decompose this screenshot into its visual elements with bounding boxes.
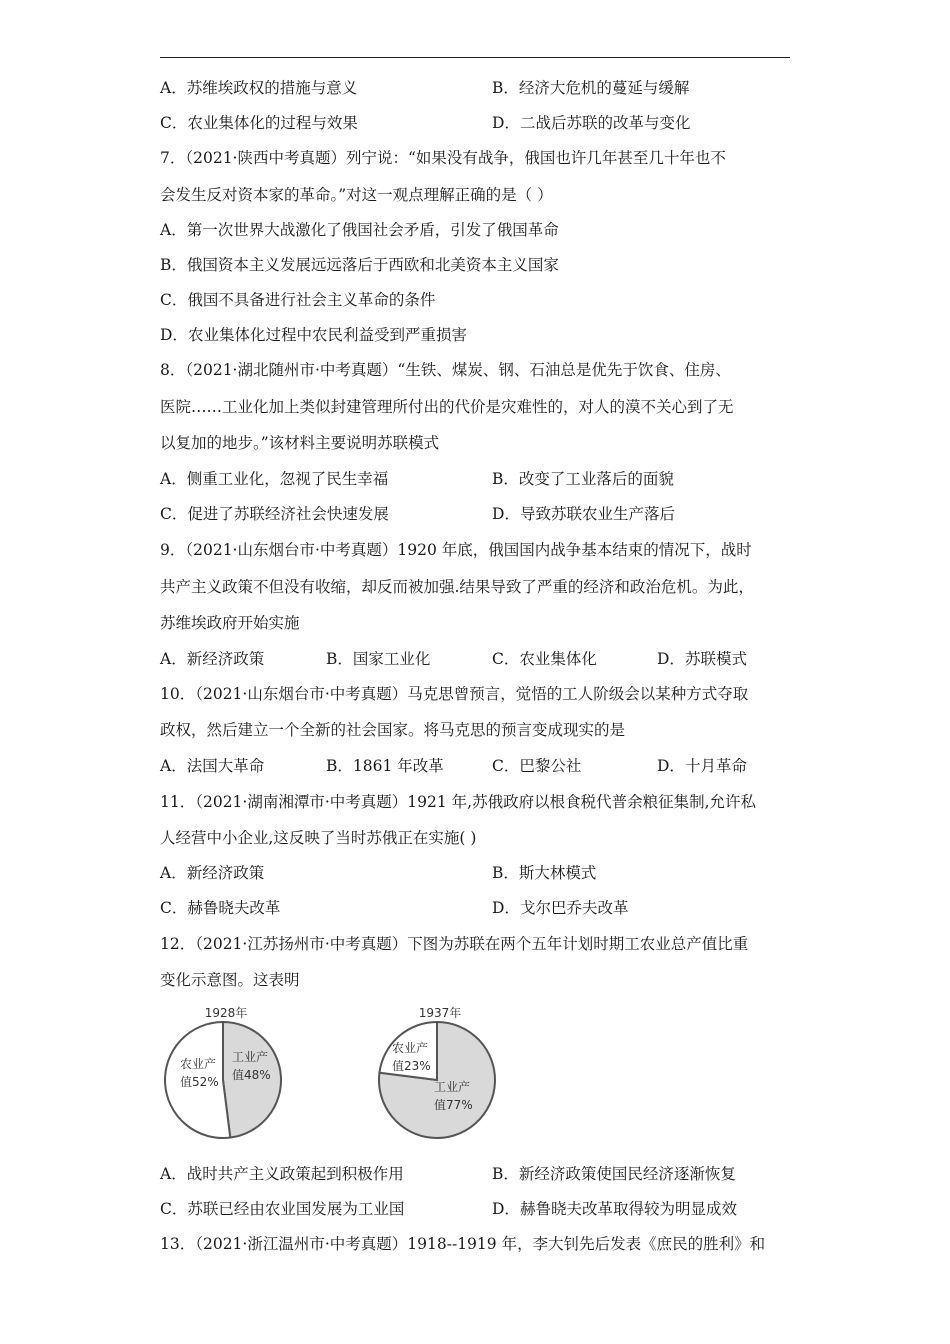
q11-stem-line-2: 人经营中小企业,这反映了当时苏俄正在实施( ) (160, 829, 477, 847)
q8-stem-line-1: 8．（2021·湖北随州市·中考真题）“生铁、煤炭、钢、石油总是优先于饮食、住房、 (160, 361, 731, 379)
q7-option-d[interactable]: D．农业集体化过程中农民利益受到严重损害 (160, 326, 467, 344)
q7-stem-line-1: 7．（2021·陕西中考真题）列宁说：“如果没有战争，俄国也许几年甚至几十年也不 (160, 149, 726, 167)
q7-option-a[interactable]: A．第一次世界大战激化了俄国社会矛盾，引发了俄国革命 (160, 221, 559, 239)
q7-option-c[interactable]: C．俄国不具备进行社会主义革命的条件 (160, 291, 436, 309)
q9-stem-line-2: 共产主义政策不但没有收缩，却反而被加强.结果导致了严重的经济和政治危机。为此， (160, 578, 754, 596)
q9-option-d[interactable]: D．苏联模式 (657, 650, 747, 668)
pie-year-label-1928: 1928年 (204, 1006, 248, 1020)
q11-stem-line-1: 11．（2021·湖南湘潭市·中考真题）1921 年,苏俄政府以根食税代普余粮征集制,允许私 (160, 793, 757, 811)
q8-stem-line-2: 医院……工业化加上类似封建管理所付出的代价是灾难性的，对人的漠不关心到了无 (160, 398, 734, 416)
q9-option-b[interactable]: B．国家工业化 (326, 650, 431, 668)
pie-label-ind-1937-line2: 值77% (434, 1098, 473, 1112)
q10-stem-line-1: 10．（2021·山东烟台市·中考真题）马克思曾预言，觉悟的工人阶级会以某种方式夺取 (160, 685, 749, 703)
q10-option-a[interactable]: A．法国大革命 (160, 757, 265, 775)
pie-label-ind-1937-line1: 工业产 (434, 1080, 471, 1094)
q6-option-b[interactable]: B．经济大危机的蔓延与缓解 (492, 79, 690, 97)
pie-label-agri-1937-line1: 农业产 (392, 1041, 429, 1055)
q12-option-b[interactable]: B．新经济政策使国民经济逐渐恢复 (492, 1165, 736, 1183)
q10-option-b[interactable]: B．1861 年改革 (326, 757, 444, 775)
q9-option-c[interactable]: C．农业集体化 (492, 650, 597, 668)
pie-year-label-1937: 1937年 (418, 1006, 462, 1020)
q9-stem-line-3: 苏维埃政府开始实施 (160, 614, 300, 632)
q11-option-c[interactable]: C．赫鲁晓夫改革 (160, 899, 281, 917)
q13-stem-line-1: 13．（2021·浙江温州市·中考真题）1918--1919 年，李大钊先后发表《庶民的胜利》和 (160, 1235, 766, 1253)
q8-option-c[interactable]: C．促进了苏联经济社会快速发展 (160, 505, 389, 523)
pie-label-agri-1928-line1: 农业产 (180, 1057, 217, 1071)
q7-stem-line-2: 会发生反对资本家的革命。”对这一观点理解正确的是（ ） (160, 186, 553, 204)
q11-option-b[interactable]: B．斯大林模式 (492, 864, 597, 882)
q9-option-a[interactable]: A．新经济政策 (160, 650, 265, 668)
pie-label-ind-1928-line2: 值48% (232, 1068, 271, 1082)
q11-option-d[interactable]: D．戈尔巴乔夫改革 (492, 899, 629, 917)
q8-option-d[interactable]: D．导致苏联农业生产落后 (492, 505, 675, 523)
q6-option-a[interactable]: A．苏维埃政权的措施与意义 (160, 79, 358, 97)
q9-stem-line-1: 9．（2021·山东烟台市·中考真题）1920 年底，俄国国内战争基本结束的情况下，战时 (160, 541, 752, 559)
q12-option-c[interactable]: C．苏联已经由农业国发展为工业国 (160, 1200, 405, 1218)
q12-stem-line-1: 12．（2021·江苏扬州市·中考真题）下图为苏联在两个五年计划时期工农业总产值比重 (160, 935, 749, 953)
q8-option-b[interactable]: B．改变了工业落后的面貌 (492, 470, 674, 488)
pie-chart-1928 (158, 1000, 288, 1145)
q8-stem-line-3: 以复加的地步。”该材料主要说明苏联模式 (160, 434, 440, 452)
pie-label-agri-1928-line2: 值52% (180, 1075, 219, 1089)
pie-chart-1937 (372, 1000, 502, 1145)
q10-option-d[interactable]: D．十月革命 (657, 757, 747, 775)
q12-stem-line-2: 变化示意图。这表明 (160, 971, 300, 989)
q6-option-c[interactable]: C．农业集体化的过程与效果 (160, 114, 358, 132)
q12-option-a[interactable]: A．战时共产主义政策起到积极作用 (160, 1165, 404, 1183)
q8-option-a[interactable]: A．侧重工业化，忽视了民生幸福 (160, 470, 389, 488)
header-rule (160, 57, 790, 58)
pie-label-ind-1928-line1: 工业产 (232, 1050, 269, 1064)
q6-option-d[interactable]: D．二战后苏联的改革与变化 (492, 114, 691, 132)
pie-label-agri-1937-line2: 值23% (392, 1059, 431, 1073)
q10-option-c[interactable]: C．巴黎公社 (492, 757, 582, 775)
q11-option-a[interactable]: A．新经济政策 (160, 864, 265, 882)
q10-stem-line-2: 政权，然后建立一个全新的社会国家。将马克思的预言变成现实的是 (160, 721, 626, 739)
q12-option-d[interactable]: D．赫鲁晓夫改革取得较为明显成效 (492, 1200, 737, 1218)
q7-option-b[interactable]: B．俄国资本主义发展远远落后于西欧和北美资本主义国家 (160, 256, 559, 274)
